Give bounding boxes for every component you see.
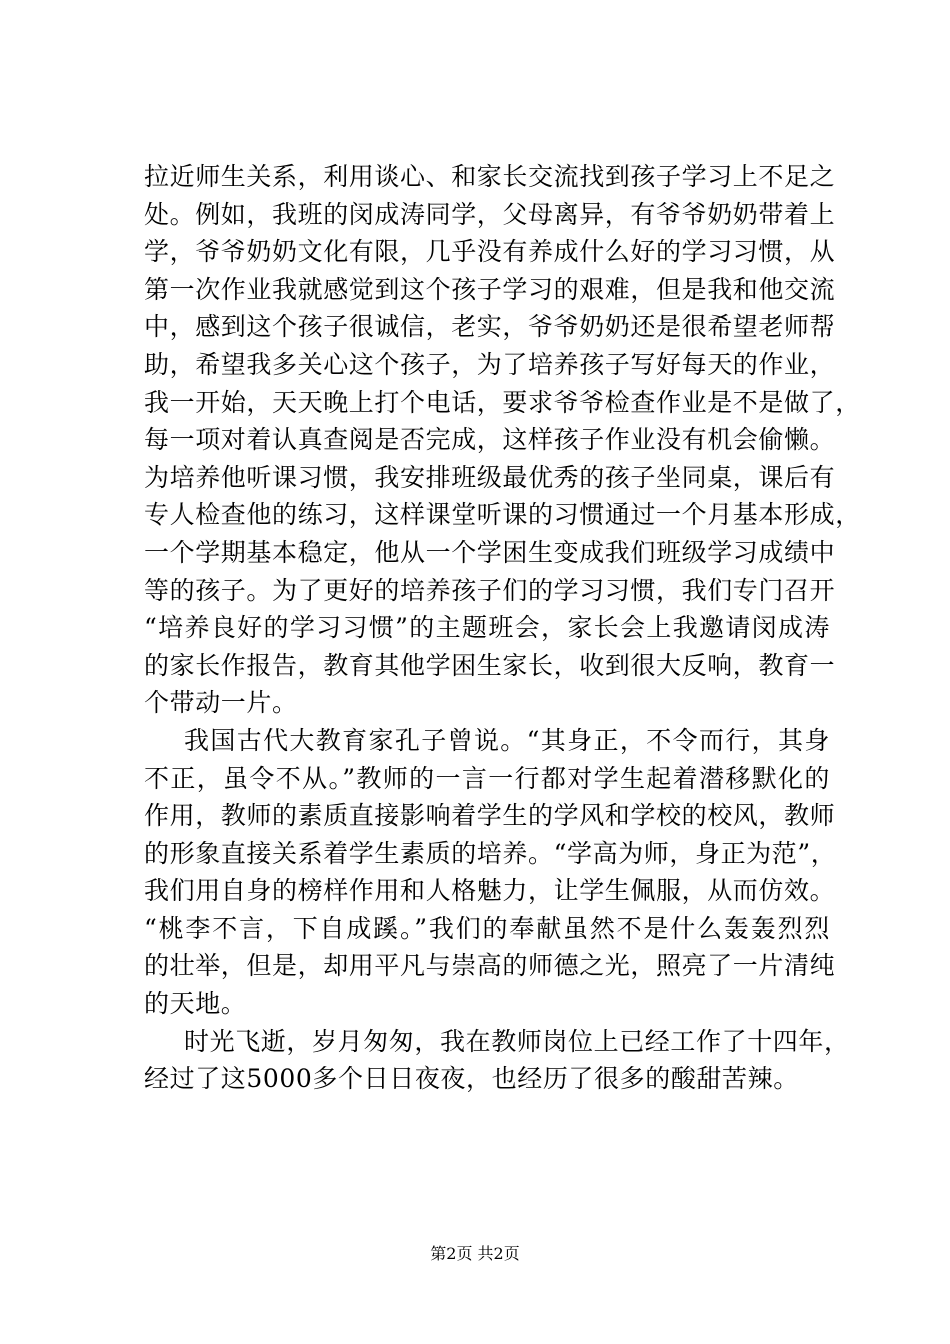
text-line: 的形象直接关系着学生素质的培养。“学高为师，身正为范”， [144,838,837,868]
text-line: 不正，虽令不从。”教师的一言一行都对学生起着潜移默化的 [144,763,830,793]
text-line: 个带动一片。 [144,688,298,718]
text-line: “桃李不言，下自成蹊。”我们的奉献虽然不是什么轰轰烈烈 [144,913,830,943]
text-line: 专人检查他的练习，这样课堂听课的习惯通过一个月基本形成， [144,500,861,530]
text-line: 经过了这5000多个日日夜夜，也经历了很多的酸甜苦辣。 [144,1064,799,1094]
text-line: 处。例如，我班的闵成涛同学，父母离异，有爷爷奶奶带着上 [144,199,836,229]
text-line: 拉近师生关系，利用谈心、和家长交流找到孩子学习上不足之 [144,162,836,191]
text-line: 的壮举，但是，却用平凡与崇高的师德之光，照亮了一片清纯 [144,951,836,981]
text-line: 每一项对着认真查阅是否完成，这样孩子作业没有机会偷懒。 [144,425,836,455]
text-line: 我一开始，天天晚上打个电话，要求爷爷检查作业是不是做了， [144,387,861,417]
text-line: 为培养他听课习惯，我安排班级最优秀的孩子坐同桌，课后有 [144,462,836,492]
text-line: 第一次作业我就感觉到这个孩子学习的艰难，但是我和他交流 [144,274,836,304]
text-line: 助，希望我多关心这个孩子，为了培养孩子写好每天的作业， [144,349,836,379]
text-line: 作用，教师的素质直接影响着学生的学风和学校的校风，教师 [144,801,836,831]
text-line: 等的孩子。为了更好的培养孩子们的学习习惯，我们专门召开 [144,575,836,605]
text-line: 我们用自身的榜样作用和人格魅力，让学生佩服，从而仿效。 [144,876,836,906]
text-line: 的天地。 [144,989,247,1019]
text-line: 的家长作报告，教育其他学困生家长，收到很大反响，教育一 [144,650,836,680]
text-line: 学，爷爷奶奶文化有限，几乎没有养成什么好的学习习惯，从 [144,237,836,267]
page-footer: 第2页 共2页 [430,1244,520,1263]
text-line: 中，感到这个孩子很诚信，老实，爷爷奶奶还是很希望老师帮 [144,312,836,342]
text-line: “培养良好的学习习惯”的主题班会，家长会上我邀请闵成涛 [144,613,830,643]
body-text [144,158,861,1098]
text-line: 时光飞逝，岁月匆匆，我在教师岗位上已经工作了十四年， [184,1026,850,1056]
text-line: 我国古代大教育家孔子曾说。“其身正，不令而行，其身 [184,725,830,755]
text-line: 一个学期基本稳定，他从一个学困生变成我们班级学习成绩中 [144,537,836,567]
